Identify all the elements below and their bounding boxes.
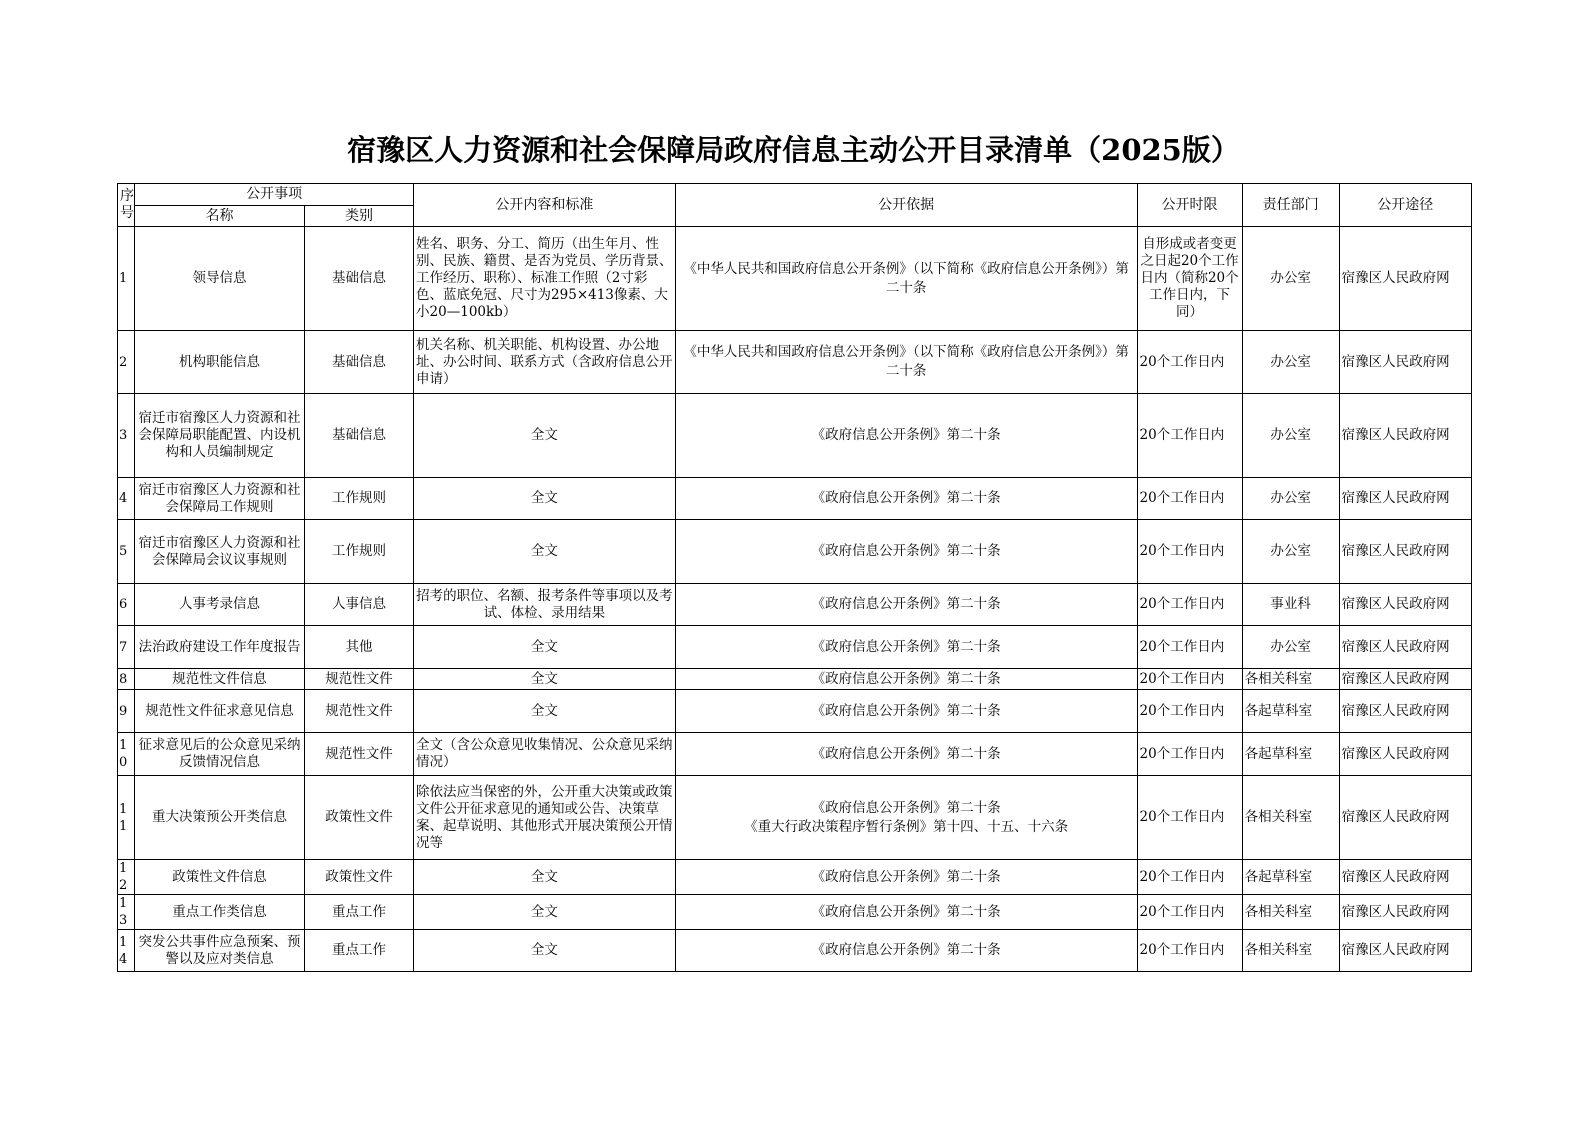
row-name: 重大决策预公开类信息 — [135, 776, 305, 860]
table-row — [118, 626, 1472, 669]
row-category: 基础信息 — [304, 227, 413, 331]
row-seq: 12 — [118, 860, 135, 895]
row-basis: 《政府信息公开条例》第二十条 — [675, 895, 1137, 930]
row-department: 各起草科室 — [1242, 860, 1339, 895]
row-category: 人事信息 — [304, 584, 413, 626]
table-row — [118, 669, 1472, 690]
row-department: 办公室 — [1242, 394, 1339, 478]
row-department: 办公室 — [1242, 626, 1339, 669]
row-category: 基础信息 — [304, 394, 413, 478]
row-category: 工作规则 — [304, 478, 413, 520]
header-seq: 序号 — [118, 184, 135, 227]
row-department: 事业科 — [1242, 584, 1339, 626]
row-basis: 《中华人民共和国政府信息公开条例》（以下简称《政府信息公开条例》）第二十条 — [675, 331, 1137, 394]
row-basis: 《中华人民共和国政府信息公开条例》（以下简称《政府信息公开条例》）第二十条 — [675, 227, 1137, 331]
row-content: 全文 — [414, 690, 676, 733]
row-department: 各相关科室 — [1242, 930, 1339, 972]
row-seq: 8 — [118, 669, 135, 690]
row-channel: 宿豫区人民政府网 — [1339, 733, 1471, 776]
row-category: 基础信息 — [304, 331, 413, 394]
row-basis: 《政府信息公开条例》第二十条 — [675, 626, 1137, 669]
row-time-limit: 20个工作日内 — [1137, 394, 1242, 478]
row-channel: 宿豫区人民政府网 — [1339, 520, 1471, 584]
row-department: 各起草科室 — [1242, 733, 1339, 776]
row-category: 政策性文件 — [304, 776, 413, 860]
row-channel: 宿豫区人民政府网 — [1339, 394, 1471, 478]
row-basis: 《政府信息公开条例》第二十条 — [675, 733, 1137, 776]
table-row — [118, 394, 1472, 478]
row-content: 全文 — [414, 520, 676, 584]
row-time-limit: 20个工作日内 — [1137, 776, 1242, 860]
page-title: 宿豫区人力资源和社会保障局政府信息主动公开目录清单（2025版） — [347, 133, 1240, 167]
row-time-limit: 自形成或者变更之日起20个工作日内（简称20个工作日内，下同） — [1137, 227, 1242, 331]
row-department: 各相关科室 — [1242, 669, 1339, 690]
row-seq: 3 — [118, 394, 135, 478]
row-channel: 宿豫区人民政府网 — [1339, 331, 1471, 394]
row-time-limit: 20个工作日内 — [1137, 690, 1242, 733]
row-name: 宿迁市宿豫区人力资源和社会保障局工作规则 — [135, 478, 305, 520]
header-matter-group: 公开事项 — [135, 184, 414, 206]
row-channel: 宿豫区人民政府网 — [1339, 626, 1471, 669]
row-department: 各相关科室 — [1242, 776, 1339, 860]
table-row — [118, 776, 1472, 860]
row-content: 全文 — [414, 669, 676, 690]
row-basis: 《政府信息公开条例》第二十条 — [675, 394, 1137, 478]
row-time-limit: 20个工作日内 — [1137, 669, 1242, 690]
row-basis: 《政府信息公开条例》第二十条 — [675, 669, 1137, 690]
row-time-limit: 20个工作日内 — [1137, 860, 1242, 895]
header-name: 名称 — [135, 206, 305, 227]
row-department: 办公室 — [1242, 478, 1339, 520]
row-category: 工作规则 — [304, 520, 413, 584]
row-time-limit: 20个工作日内 — [1137, 478, 1242, 520]
header-department: 责任部门 — [1242, 184, 1339, 227]
table-row — [118, 520, 1472, 584]
row-channel: 宿豫区人民政府网 — [1339, 895, 1471, 930]
row-department: 办公室 — [1242, 520, 1339, 584]
row-content: 全文 — [414, 478, 676, 520]
row-seq: 11 — [118, 776, 135, 860]
row-basis — [675, 776, 1137, 860]
row-category: 其他 — [304, 626, 413, 669]
table-row — [118, 895, 1472, 930]
table-row — [118, 478, 1472, 520]
row-basis: 《政府信息公开条例》第二十条 — [675, 860, 1137, 895]
row-time-limit: 20个工作日内 — [1137, 584, 1242, 626]
row-content: 全文 — [414, 860, 676, 895]
row-time-limit: 20个工作日内 — [1137, 733, 1242, 776]
row-channel: 宿豫区人民政府网 — [1339, 690, 1471, 733]
row-category: 规范性文件 — [304, 690, 413, 733]
row-name: 规范性文件征求意见信息 — [135, 690, 305, 733]
row-name: 规范性文件信息 — [135, 669, 305, 690]
row-name: 宿迁市宿豫区人力资源和社会保障局会议议事规则 — [135, 520, 305, 584]
table-row — [118, 584, 1472, 626]
row-name: 人事考录信息 — [135, 584, 305, 626]
row-channel: 宿豫区人民政府网 — [1339, 227, 1471, 331]
row-content: 招考的职位、名额、报考条件等事项以及考试、体检、录用结果 — [414, 584, 676, 626]
row-name: 机构职能信息 — [135, 331, 305, 394]
row-channel: 宿豫区人民政府网 — [1339, 776, 1471, 860]
row-seq: 1 — [118, 227, 135, 331]
row-channel: 宿豫区人民政府网 — [1339, 478, 1471, 520]
table-row — [118, 690, 1472, 733]
row-department: 办公室 — [1242, 331, 1339, 394]
row-seq: 14 — [118, 930, 135, 972]
row-seq: 2 — [118, 331, 135, 394]
row-basis: 《政府信息公开条例》第二十条 — [675, 690, 1137, 733]
table-row — [118, 860, 1472, 895]
header-category: 类别 — [304, 206, 413, 227]
row-content: 全文 — [414, 930, 676, 972]
row-department: 各起草科室 — [1242, 690, 1339, 733]
row-content: 除依法应当保密的外，公开重大决策或政策文件公开征求意见的通知或公告、决策草案、起草说明、其他形式开展决策预公开情况等 — [414, 776, 676, 860]
row-channel: 宿豫区人民政府网 — [1339, 860, 1471, 895]
row-seq: 4 — [118, 478, 135, 520]
row-basis: 《政府信息公开条例》第二十条 — [675, 478, 1137, 520]
row-content: 机关名称、机关职能、机构设置、办公地址、办公时间、联系方式（含政府信息公开申请） — [414, 331, 676, 394]
table-row — [118, 227, 1472, 331]
header-content: 公开内容和标准 — [414, 184, 676, 227]
row-content: 姓名、职务、分工、简历（出生年月、性别、民族、籍贯、是否为党员、学历背景、工作经历、职称）、标准工作照（2寸彩色、蓝底免冠、尺寸为295×413像素、大小20—100kb） — [414, 227, 676, 331]
table-row — [118, 331, 1472, 394]
row-category: 规范性文件 — [304, 669, 413, 690]
row-basis: 《政府信息公开条例》第二十条 — [675, 584, 1137, 626]
row-seq: 5 — [118, 520, 135, 584]
table-row — [118, 733, 1472, 776]
row-channel: 宿豫区人民政府网 — [1339, 930, 1471, 972]
row-content: 全文 — [414, 626, 676, 669]
row-content: 全文（含公众意见收集情况、公众意见采纳情况） — [414, 733, 676, 776]
row-name: 政策性文件信息 — [135, 860, 305, 895]
row-name: 法治政府建设工作年度报告 — [135, 626, 305, 669]
row-seq: 6 — [118, 584, 135, 626]
row-time-limit: 20个工作日内 — [1137, 331, 1242, 394]
row-content: 全文 — [414, 895, 676, 930]
header-channel: 公开途径 — [1339, 184, 1471, 227]
row-basis-line-2: 《重大行政决策程序暂行条例》第十四、十五、十六条 — [744, 818, 1069, 835]
row-time-limit: 20个工作日内 — [1137, 930, 1242, 972]
row-seq: 10 — [118, 733, 135, 776]
row-time-limit: 20个工作日内 — [1137, 520, 1242, 584]
row-basis: 《政府信息公开条例》第二十条 — [675, 930, 1137, 972]
row-department: 各相关科室 — [1242, 895, 1339, 930]
row-seq: 13 — [118, 895, 135, 930]
row-category: 政策性文件 — [304, 860, 413, 895]
row-channel: 宿豫区人民政府网 — [1339, 584, 1471, 626]
row-seq: 7 — [118, 626, 135, 669]
row-name: 领导信息 — [135, 227, 305, 331]
row-name: 征求意见后的公众意见采纳反馈情况信息 — [135, 733, 305, 776]
row-basis: 《政府信息公开条例》第二十条 — [675, 520, 1137, 584]
row-department: 办公室 — [1242, 227, 1339, 331]
row-category: 重点工作 — [304, 930, 413, 972]
row-category: 规范性文件 — [304, 733, 413, 776]
row-content: 全文 — [414, 394, 676, 478]
row-seq: 9 — [118, 690, 135, 733]
row-category: 重点工作 — [304, 895, 413, 930]
row-name: 突发公共事件应急预案、预警以及应对类信息 — [135, 930, 305, 972]
row-name: 宿迁市宿豫区人力资源和社会保障局职能配置、内设机构和人员编制规定 — [135, 394, 305, 478]
row-name: 重点工作类信息 — [135, 895, 305, 930]
table-row — [118, 930, 1472, 972]
row-channel: 宿豫区人民政府网 — [1339, 669, 1471, 690]
row-time-limit: 20个工作日内 — [1137, 626, 1242, 669]
row-basis-line-1: 《政府信息公开条例》第二十条 — [811, 799, 1001, 816]
disclosure-catalog-table — [117, 183, 1472, 972]
row-time-limit: 20个工作日内 — [1137, 895, 1242, 930]
header-basis: 公开依据 — [675, 184, 1137, 227]
header-time-limit: 公开时限 — [1137, 184, 1242, 227]
